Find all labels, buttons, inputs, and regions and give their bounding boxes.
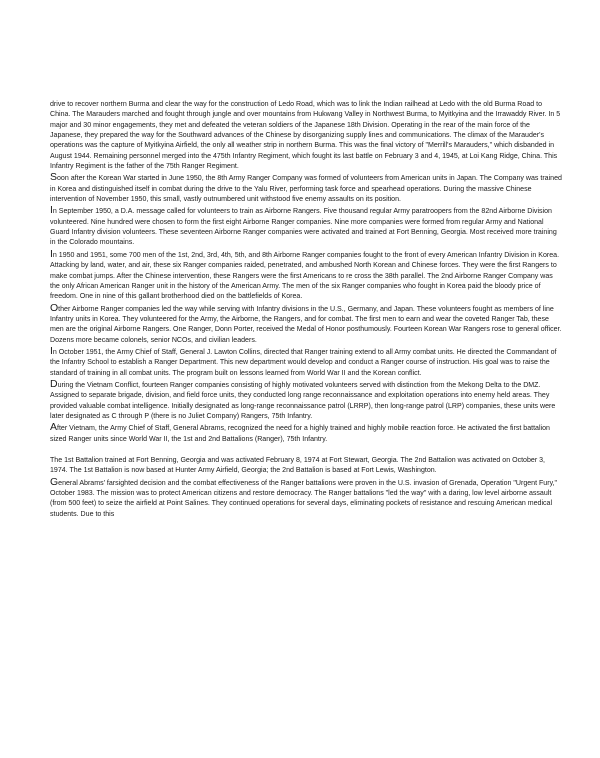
drop-initial: A xyxy=(50,421,58,434)
document-page xyxy=(50,100,562,520)
paragraph-korean-war-8th-army-ranger xyxy=(50,172,562,205)
paragraph-text: uring the Vietnam Conflict, fourteen Ranger companies consisting of highly motivated volunteers served with distinction from the Mekong Delta to the DMZ. Assigned to separate brigade, division, and field force units, they conducted long range reconnaissance and exploitation operations into enemy held areas. They provided valuable combat intelligence. Initially designated as long-range reconnaissance patrol (LRRP), then long-range patrol (LRP) companies, these units were later designated as C through P (there is no Juliet Company) Rangers, 75th Infantry. xyxy=(50,381,556,420)
paragraph-ranger-companies-korea xyxy=(50,249,562,303)
paragraph-text: oon after the Korean War started in June 1950, the 8th Army Ranger Company was formed of volunteers from American units in Japan. The Company was trained in Korea and distinguished itself in combat during the drive to the Yalu River, performing task force and spearhead operations. During the massive Chinese intervention of November 1950, this small, vastly outnumbered unit withstood five enemy assaults on its position. xyxy=(50,175,562,204)
paragraph-airborne-rangers-call xyxy=(50,205,562,248)
paragraph-text: n October 1951, the Army Chief of Staff, General J. Lawton Collins, directed that Ranger training extend to all Army combat units. He directed the Commandant of the Infantry School to establish a Ranger Department. This new department would develop and conduct a Ranger course of instruction. His goal was to raise the standard of training in all combat units. The program built on lessons learned from World War II and the Korean conflict. xyxy=(50,348,557,377)
paragraph-merrills-marauders xyxy=(50,100,562,172)
drop-initial: I xyxy=(50,247,53,260)
paragraph-text: ther Airborne Ranger companies led the way while serving with Infantry divisions in the U.S., Germany, and Japan. These volunteers fought as members of line Infantry units in Korea. They volunteered for the Army, the Airborne, the Rangers, and for combat. The first men to earn and wear the coveted Ranger Tab, these men are the original Airborne Rangers. One Ranger, Donn Porter, received the Medal of Honor posthumously. Fourteen Korean War Rangers rose to general officer. Dozens more became colonels, senior NCOs, and civilian leaders. xyxy=(50,305,562,344)
drop-initial: G xyxy=(50,475,59,488)
paragraph-ranger-department xyxy=(50,346,562,379)
drop-initial: O xyxy=(50,301,59,314)
paragraph-text: eneral Abrams' farsighted decision and the combat effectiveness of the Ranger battalions were proven in the U.S. invasion of Grenada, Operation "Urgent Fury," October 1983. The mission was to protect American citizens and restore democracy. The Ranger battalions "led the way" with a daring, low level airborne assault (from 500 feet) to seize the airfield at Point Salines. They continued operations for several days, eliminating pockets of resistance and rescuing American medical students. Due to this xyxy=(50,479,558,518)
paragraph-text: fter Vietnam, the Army Chief of Staff, General Abrams, recognized the need for a highly trained and highly mobile reaction force. He activated the first battalion sized Ranger units since World War II, the 1st and 2nd Battalions (Ranger), 75th Infantry. xyxy=(50,425,550,443)
paragraph-after-vietnam xyxy=(50,422,562,445)
paragraph-text: The 1st Battalion trained at Fort Benning, Georgia and was activated February 8, 1974 at Fort Stewart, Georgia. The 2nd Battalion was activated on October 3, 1974. The 1st Battalion is now based at Hunter Army Airfield, Georgia; the 2nd Battalion is based at Fort Lewis, Washington. xyxy=(50,457,545,475)
drop-initial: I xyxy=(50,344,53,357)
drop-initial: I xyxy=(50,204,53,217)
paragraph-vietnam-conflict xyxy=(50,379,562,422)
drop-initial: S xyxy=(50,171,58,184)
paragraph-text: drive to recover northern Burma and clear the way for the construction of Ledo Road, which was to link the Indian railhead at Ledo with the old Burma Road to China. The Marauders marched and fought through jungle and over mountains from Hukwang Valley in Northwest Burma, to Myitkyina and the Irrawaddy River. In 5 major and 30 minor engagements, they met and defeated the veteran soldiers of the Japanese 18th Division. Operating in the rear of the main force of the Japanese, they prepared the way for the Southward advances of the Chinese by disorganizing supply lines and communications. The climax of the Marauder's operations was the capture of Myitkyina Airfield, the only all weather strip in northern Burma. This was the final victory of "Merrill's Marauders," which disbanded in August 1944. Remaining personnel merged into the 475th Infantry Regiment, which fought its last battle on February 3 and 4, 1945, at Loi Kang Ridge, China. This Infantry Regiment is the father of the 75th Ranger Regiment. xyxy=(50,101,561,171)
paragraph-text: n September 1950, a D.A. message called for volunteers to train as Airborne Rangers. Five thousand regular Army paratroopers from the 82nd Airborne Division volunteered. Nine hundred were chosen to form the first eight Airborne Ranger companies. Nine more companies were formed from regular Army and National Guard Infantry division volunteers. These seventeen Airborne Ranger companies were activated and trained at Fort Benning, Georgia. Most received more training in the Colorado mountains. xyxy=(50,208,557,247)
paragraph-battalions-activation xyxy=(50,456,562,477)
paragraph-grenada-urgent-fury xyxy=(50,477,562,520)
drop-initial: D xyxy=(50,377,58,390)
section-gap xyxy=(50,445,562,456)
paragraph-text: n 1950 and 1951, some 700 men of the 1st, 2nd, 3rd, 4th, 5th, and 8th Airborne Ranger companies fought to the front of every American Infantry Division in Korea. Attacking by land, water, and air, these six Ranger companies raided, penetrated, and ambushed North Korean and Chinese forces. They were the first Rangers to make combat jumps. After the Chinese intervention, these Rangers were the first Americans to re cross the 38th parallel. The 2nd Airborne Ranger Company was the only African American Ranger unit in the history of the American Army. The men of the six Ranger companies who fought in Korea paid the bloody price of freedom. One in nine of this gallant brotherhood died on the battlefields of Korea. xyxy=(50,251,560,301)
paragraph-other-airborne-companies xyxy=(50,303,562,346)
